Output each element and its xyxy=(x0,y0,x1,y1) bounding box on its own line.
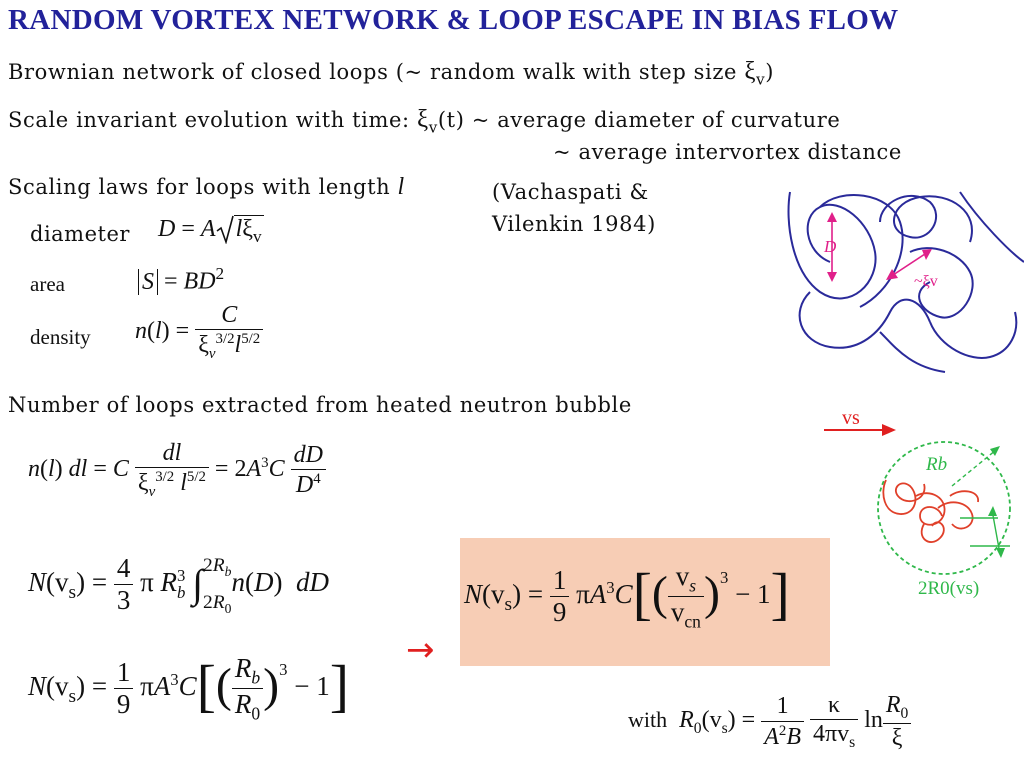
slide-title: RANDOM VORTEX NETWORK & LOOP ESCAPE IN BIAS FLOW xyxy=(8,4,899,36)
area-equation: $S = BD^2$ xyxy=(138,264,224,296)
critical-radius-equation: with $R_0(v_s)$ = $\frac{1}{A^2B}$ $\frac{\kappa}{4\pi v_s}$ ln $\frac{R_0}{\xi}$ xyxy=(628,692,911,751)
bubble-figure xyxy=(820,398,1024,604)
citation xyxy=(492,176,656,240)
diameter-equation: D = A $l\xi_v$ xyxy=(158,216,262,247)
spacing-figure-label: ~ξv xyxy=(914,273,938,290)
implies-arrow: → xyxy=(406,630,435,670)
scale-invariant-line xyxy=(8,106,840,136)
intervortex-line: ~ average intervortex distance xyxy=(553,140,902,164)
citation-line-1: (Vachaspati & xyxy=(492,180,649,204)
brownian-close: ) xyxy=(765,60,775,84)
sqrt-sign xyxy=(216,214,234,244)
diameter-figure-label: D xyxy=(824,237,837,256)
bubble-radius-line xyxy=(952,450,996,486)
number-of-loops-line: Number of loops extracted from heated neutron bubble xyxy=(8,393,632,417)
loop-number-result: $N(v_s)$ = $\frac{1}{9}$ $\pi A^3C$[( $\frac{R_b}{R_0}$ )$^3$ − 1] xyxy=(28,652,350,724)
density-fraction: $\frac{C}{\xi_v^{3/2}l^{5/2}}$ xyxy=(195,302,263,363)
diameter-arrowhead-top xyxy=(827,212,837,222)
density-label: density xyxy=(30,325,91,349)
flow-arrowhead xyxy=(882,424,896,436)
spacing-arrowhead-a xyxy=(886,269,898,280)
scaling-laws-line xyxy=(8,174,405,201)
density-equation: n(l) = $\frac{C}{\xi_v^{3/2}l^{5/2}}$ xyxy=(135,302,263,363)
scaling-laws-text: Scaling laws for loops with length xyxy=(8,175,398,199)
boxed-loop-number-equation: $N(v_s)$ = $\frac{1}{9}$ $\pi A^3C$[( $\frac{v_s}{v_{cn}}$ )$^3$ − 1] xyxy=(464,560,790,632)
loop-size-label: 2R0(vs) xyxy=(918,578,980,599)
area-label: area xyxy=(30,272,65,296)
scale-text: Scale invariant evolution with time: xyxy=(8,108,417,132)
xi-subscript: v xyxy=(756,70,766,89)
loop-size-arrowhead-top xyxy=(988,506,997,516)
citation-line-2: Vilenkin 1984) xyxy=(492,212,656,236)
xi-subscript: v xyxy=(428,118,438,137)
bubble-radius-label: Rb xyxy=(926,454,948,475)
escaping-loops xyxy=(883,480,978,542)
vortex-loops xyxy=(789,192,1024,372)
flow-velocity-label: vs xyxy=(842,407,860,429)
vortex-network-figure xyxy=(780,182,1024,382)
xi-symbol: ξ xyxy=(416,106,429,133)
length-symbol: l xyxy=(397,174,405,200)
brownian-network-line xyxy=(8,58,774,88)
diameter-arrowhead-bottom xyxy=(827,272,837,282)
loop-distribution-equation: n(l) dl = C $\frac{dl}{\xi_v^{3/2} l^{5/2}}$ = $2A^3C$ $\frac{dD}{D^4}$ xyxy=(28,440,326,501)
loop-size-arrowhead-bottom xyxy=(996,548,1005,558)
brownian-text: Brownian network of closed loops (~ random walk with step size xyxy=(8,60,745,84)
xi-symbol: ξ xyxy=(744,58,757,85)
scale-diameter-text: (t) ~ average diameter of curvature xyxy=(437,108,841,132)
diameter-label: diameter xyxy=(30,222,130,246)
loop-number-integral: $N(v_s)$ = $\frac{4}{3}$ π R 3 b ∫ $2R_b$ $2R_0$ n(D) dD xyxy=(28,552,329,616)
